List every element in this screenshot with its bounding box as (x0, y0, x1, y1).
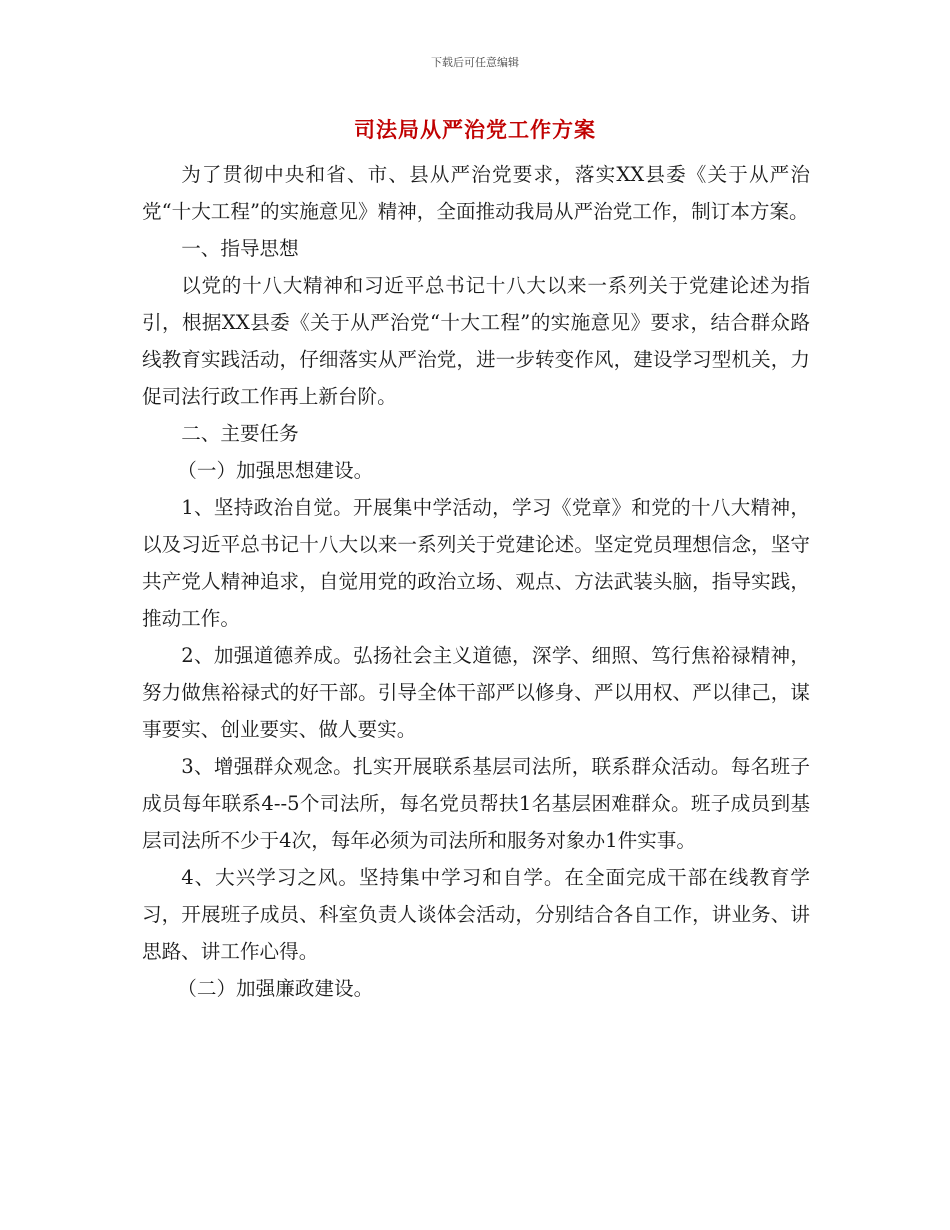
document-body (142, 156, 810, 1007)
intro-paragraph: 为了贯彻中央和省、市、县从严治党要求，落实XX县委《关于从严治党“十大工程”的实施意见》精神，全面推动我局从严治党工作，制订本方案。 (142, 163, 810, 223)
section-heading-guiding-thought: 一、指导思想 (181, 237, 299, 260)
document-title: 司法局从严治党工作方案 (354, 118, 596, 142)
section-heading-main-tasks: 二、主要任务 (181, 422, 299, 445)
task-item-2: 2、加强道德养成。弘扬社会主义道德，深学、细照、笃行焦裕禄精神，努力做焦裕禄式的好干部。引导全体干部严以修身、严以用权、严以律己，谋事要实、创业要实、做人要实。 (142, 644, 810, 741)
page-header-note: 下载后可任意编辑 (431, 56, 519, 69)
task-item-4: 4、大兴学习之风。坚持集中学习和自学。在全面完成干部在线教育学习，开展班子成员、科室负责人谈体会活动，分别结合各自工作，讲业务、讲思路、讲工作心得。 (142, 866, 810, 963)
task-item-3: 3、增强群众观念。扎实开展联系基层司法所，联系群众活动。每名班子成员每年联系4--5个司法所，每名党员帮扶1名基层困难群众。班子成员到基层司法所不少于4次，每年必须为司法所和服务对象办1件实事。 (142, 755, 810, 852)
subheading-integrity: （二）加强廉政建设。 (177, 977, 374, 1000)
task-item-1: 1、坚持政治自觉。开展集中学活动，学习《党章》和党的十八大精神，以及习近平总书记十八大以来一系列关于党建论述。坚定党员理想信念，坚守共产党人精神追求，自觉用党的政治立场、观点、方法武装头脑，指导实践，推动工作。 (142, 496, 810, 630)
subheading-ideology: （一）加强思想建设。 (177, 459, 374, 482)
guiding-thought-paragraph: 以党的十八大精神和习近平总书记十八大以来一系列关于党建论述为指引，根据XX县委《关于从严治党“十大工程”的实施意见》要求，结合群众路线教育实践活动，仔细落实从严治党，进一步转变作风，建设学习型机关，力促司法行政工作再上新台阶。 (142, 274, 810, 408)
